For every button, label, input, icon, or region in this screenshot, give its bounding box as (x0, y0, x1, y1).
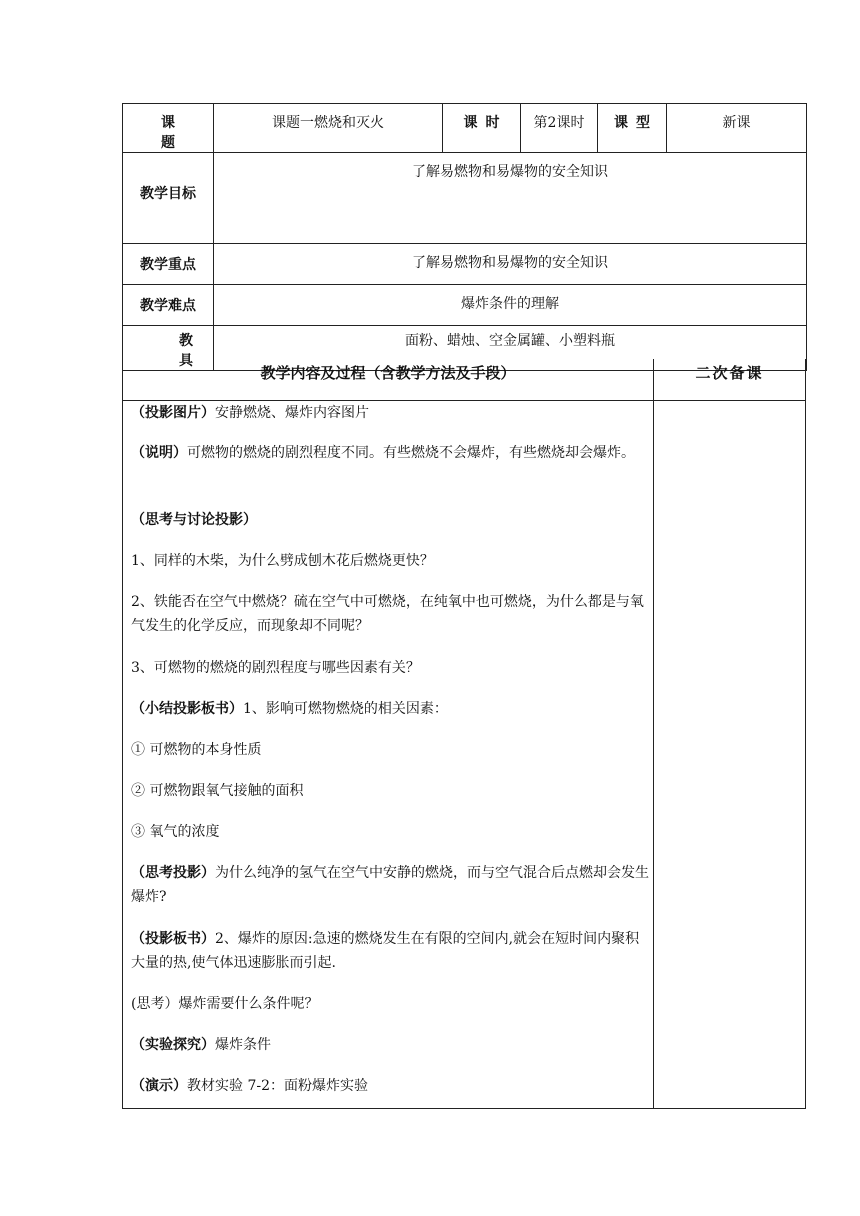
paragraph (131, 927, 649, 975)
paragraph-tag: （小结投影板书） (131, 701, 243, 717)
paragraph (131, 992, 649, 1016)
tools-label: 教具 (123, 326, 214, 371)
paragraph (131, 1033, 649, 1057)
paragraph-tag: （思考与讨论投影） (131, 512, 257, 528)
paragraph (131, 441, 649, 465)
type-label: 课型 (598, 104, 667, 153)
paragraph-text: (思考）爆炸需要什么条件呢？ (131, 996, 319, 1012)
paragraph-tag: （思考投影） (131, 865, 215, 881)
key-value: 了解易燃物和易爆物的安全知识 (214, 244, 807, 285)
paragraph (131, 779, 649, 803)
secondary-prep-heading: 二次备课 (695, 364, 764, 382)
paragraph-text: 可燃物的燃烧的剧烈程度不同。有些燃烧不会爆炸，有些燃烧却会爆炸。 (187, 445, 635, 461)
paragraph-text: 爆炸条件 (215, 1037, 271, 1053)
paragraph-tag: （投影板书） (131, 931, 215, 947)
topic-label: 课题 (123, 104, 214, 153)
paragraph-tag: （投影图片） (131, 405, 215, 421)
period-value: 第2课时 (521, 104, 598, 153)
paragraph (131, 401, 649, 425)
process-content (123, 401, 654, 1108)
paragraph-text: ② 可燃物跟氧气接触的面积 (131, 783, 304, 799)
paragraph (131, 549, 649, 573)
type-value: 新课 (667, 104, 807, 153)
period-label: 课时 (443, 104, 521, 153)
paragraph (131, 861, 649, 909)
paragraph-text: 教材实验 7-2：面粉爆炸实验 (187, 1078, 368, 1094)
difficulty-value: 爆炸条件的理解 (214, 285, 807, 326)
paragraph (131, 820, 649, 844)
paragraph (131, 590, 649, 638)
paragraph (131, 1074, 649, 1098)
paragraph-tag: （演示） (131, 1078, 187, 1094)
paragraph-text: 3、可燃物的燃烧的剧烈程度与哪些因素有关？ (131, 660, 420, 676)
paragraph-text: 1、同样的木柴，为什么劈成刨木花后燃烧更快？ (131, 553, 434, 569)
lesson-header-table (122, 103, 807, 371)
paragraph-text: 为什么纯净的氢气在空气中安静的燃烧，而与空气混合后点燃却会发生爆炸? (131, 865, 649, 905)
paragraph (131, 697, 649, 721)
paragraph (131, 738, 649, 762)
goal-value: 了解易燃物和易爆物的安全知识 (214, 153, 807, 244)
lesson-process-table (122, 359, 806, 1109)
paragraph-text: 1、影响可燃物燃烧的相关因素： (243, 701, 448, 717)
tools-value: 面粉、蜡烛、空金属罐、小塑料瓶 (214, 326, 807, 371)
paragraph (131, 508, 649, 532)
paragraph-text: 2、铁能否在空气中燃烧？硫在空气中可燃烧，在纯氧中也可燃烧，为什么都是与氧气发生的化学反应，而现象却不同呢？ (131, 594, 644, 634)
process-heading: 教学内容及过程（含教学方法及手段） (123, 359, 654, 400)
paragraph-text: ① 可燃物的本身性质 (131, 742, 262, 758)
topic-value: 课题一燃烧和灭火 (214, 104, 443, 153)
paragraph (131, 656, 649, 680)
difficulty-label: 教学难点 (123, 285, 214, 326)
paragraph-text: ③ 氧气的浓度 (131, 824, 220, 840)
paragraph-text: 安静燃烧、爆炸内容图片 (215, 405, 369, 421)
goal-label: 教学目标 (123, 153, 214, 244)
paragraph-tag: （实验探究） (131, 1037, 215, 1053)
paragraph-tag: （说明） (131, 445, 187, 461)
paragraph-text: 2、爆炸的原因:急速的燃烧发生在有限的空间内,就会在短时间内聚积大量的热,使气体迅速膨胀而引起. (131, 931, 640, 971)
key-label: 教学重点 (123, 244, 214, 285)
process-header-row (123, 359, 805, 401)
